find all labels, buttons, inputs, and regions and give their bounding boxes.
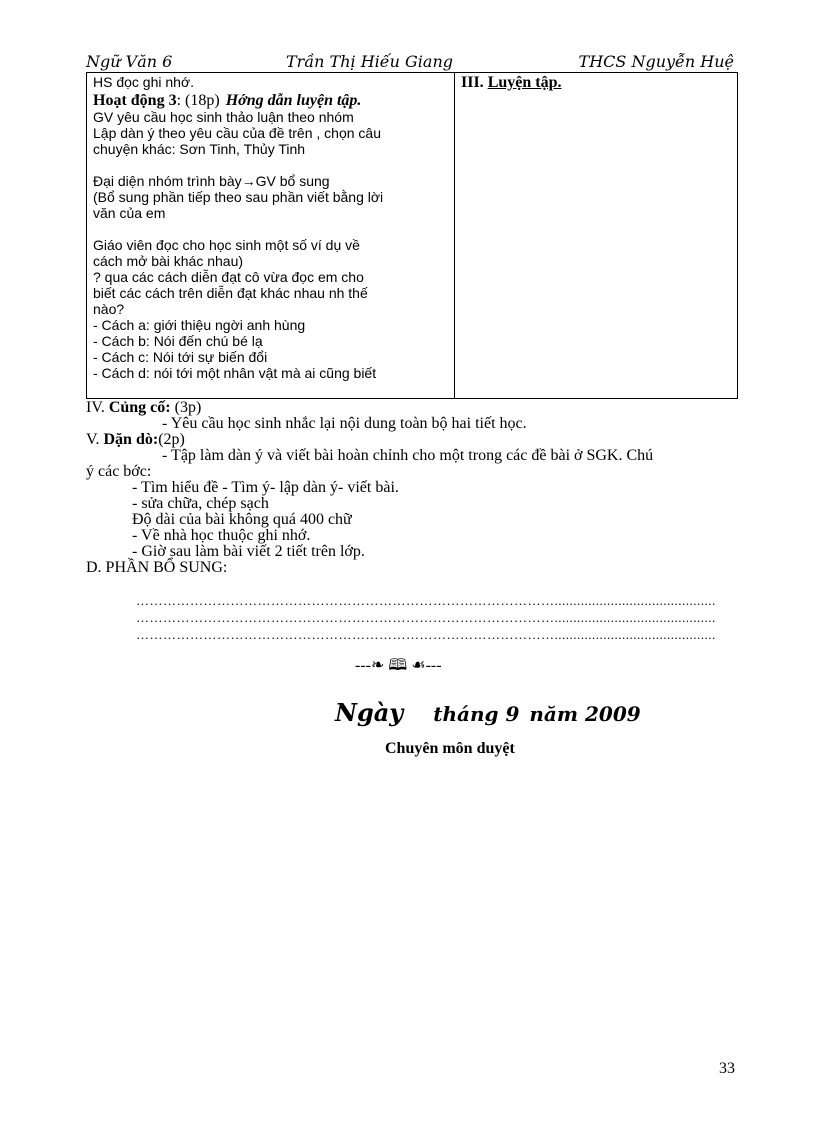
table-line: (Bổ sung phần tiếp theo sau phần viết bằng lời bbox=[93, 189, 384, 205]
table-line: chuyện khác: Sơn Tinh, Thủy Tinh bbox=[93, 141, 306, 157]
approval-label: Chuyên môn duyệt bbox=[385, 740, 515, 757]
dotted-line: …………………………………………………………………………………........................................... bbox=[136, 610, 716, 625]
page-header bbox=[86, 50, 738, 73]
step-line: - Giờ sau làm bài viết 2 tiết trên lớp. bbox=[132, 543, 365, 560]
date-signature bbox=[335, 698, 641, 727]
table-line: ? qua các cách diễn đạt cô vừa đọc em cho bbox=[93, 269, 364, 285]
lesson-body bbox=[86, 400, 738, 576]
book-ornament-icon: ---❧ 🕮 ☙--- bbox=[355, 657, 442, 674]
table-line: văn của em bbox=[93, 205, 166, 221]
header-school: THCS Nguyễn Huệ bbox=[578, 52, 734, 71]
dando-line: - Tập làm dàn ý và viết bài hoàn chỉnh cho một trong các đề bài ở SGK. Chú bbox=[162, 447, 654, 464]
section-title: Luyện tập. bbox=[487, 74, 562, 91]
date-month: tháng 9 bbox=[433, 702, 520, 726]
table-line: Lập dàn ý theo yêu cầu của đề trên , chọn câu bbox=[93, 125, 381, 141]
cungco-title: Củng cố: bbox=[108, 399, 171, 416]
cungco-line: - Yêu cầu học sinh nhắc lại nội dung toàn bộ hai tiết học. bbox=[162, 415, 527, 432]
table-line: biết các cách trên diễn đạt khác nhau nh thế bbox=[93, 285, 368, 301]
teacher-activity-column bbox=[87, 72, 455, 398]
step-line: - Về nhà học thuộc ghi nhớ. bbox=[132, 527, 311, 544]
date-day: Ngày bbox=[335, 698, 404, 727]
activity-heading bbox=[93, 93, 448, 109]
table-line: cách mở bài khác nhau) bbox=[93, 253, 244, 269]
header-teacher: Trần Thị Hiếu Giang bbox=[286, 52, 453, 71]
table-line: Giáo viên đọc cho học sinh một số ví dụ về bbox=[93, 237, 360, 253]
section-number: III. bbox=[461, 74, 484, 91]
dando-title: Dặn dò: bbox=[103, 431, 159, 448]
activity-title: Hớng dẫn luyện tập. bbox=[225, 92, 362, 109]
table-line: nào? bbox=[93, 301, 125, 317]
lesson-table bbox=[86, 72, 738, 399]
table-line: - Cách c: Nói tới sự biến đổi bbox=[93, 349, 268, 365]
table-line: - Cách d: nói tới một nhân vật mà ai cũng biết bbox=[93, 365, 377, 381]
page-number: 33 bbox=[719, 1060, 735, 1077]
activity-time: : (18p) bbox=[176, 92, 220, 109]
table-line: - Cách a: giới thiệu ngời anh hùng bbox=[93, 317, 306, 333]
table-line: - Cách b: Nói đến chú bé lạ bbox=[93, 333, 263, 349]
header-subject: Ngữ Văn 6 bbox=[86, 52, 173, 71]
table-line: HS đọc ghi nhớ. bbox=[93, 74, 195, 90]
step-line: - Tìm hiểu đề - Tìm ý- lập dàn ý- viết bài. bbox=[132, 479, 399, 496]
dotted-line: …………………………………………………………………………………........................................... bbox=[136, 627, 716, 642]
step-line: Độ dài của bài không quá 400 chữ bbox=[132, 511, 352, 528]
dando-line: ý các bớc: bbox=[86, 463, 152, 480]
date-year: năm 2009 bbox=[529, 702, 641, 726]
dando-heading: V. Dặn dò:(2p) bbox=[86, 431, 185, 448]
cungco-heading: IV. Củng cố: (3p) bbox=[86, 399, 202, 416]
activity-label: Hoạt động 3 bbox=[93, 92, 177, 109]
step-line: - sửa chữa, chép sạch bbox=[132, 495, 269, 512]
bosung-heading: D. PHẦN BỔ SUNG: bbox=[86, 559, 228, 576]
content-column bbox=[455, 72, 737, 402]
table-line: Đại diện nhóm trình bày→GV bổ sung bbox=[93, 173, 330, 189]
dotted-line: …………………………………………………………………………………........................................... bbox=[136, 593, 716, 608]
table-line: GV yêu cầu học sinh thảo luận theo nhóm bbox=[93, 109, 354, 125]
